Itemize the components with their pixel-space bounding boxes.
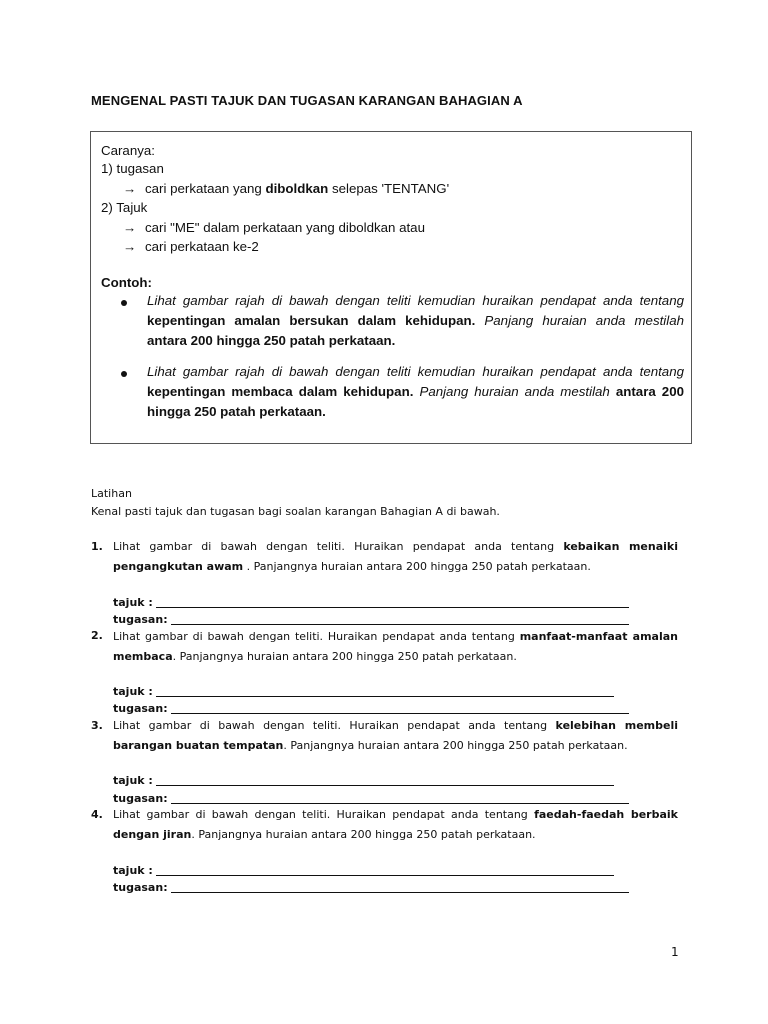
tugasan-answer-line[interactable] <box>171 792 629 804</box>
tajuk-field[interactable]: tajuk : <box>113 864 614 878</box>
page-number: 1 <box>671 945 679 959</box>
tugasan-answer-line[interactable] <box>171 613 629 625</box>
step-1-label: 1) tugasan <box>101 161 164 176</box>
question-text: Lihat gambar di bawah dengan teliti. Huraikan pendapat anda tentang kelebihan membeli barangan buatan tempatan. Panjangnya huraian antara 200 hingga 250 patah perkataan. <box>113 719 679 752</box>
tugasan-answer-line[interactable] <box>171 881 629 893</box>
tugasan-field[interactable]: tugasan: <box>113 881 629 895</box>
bullet-icon <box>121 371 127 377</box>
page-title: MENGENAL PASTI TAJUK DAN TUGASAN KARANGAN BAHAGIAN A <box>91 93 523 108</box>
tajuk-answer-line[interactable] <box>156 685 614 697</box>
tajuk-answer-line[interactable] <box>156 864 614 876</box>
question-text: Lihat gambar di bawah dengan teliti. Huraikan pendapat anda tentang faedah-faedah berbaik dengan jiran. Panjangnya huraian antara 200 hingga 250 patah perkataan. <box>113 808 678 841</box>
arrow-right-icon: → <box>123 220 137 235</box>
tugasan-answer-line[interactable] <box>171 702 629 714</box>
tugasan-field[interactable]: tugasan: <box>113 702 629 716</box>
caranya-label: Caranya: <box>101 143 155 158</box>
step-2-label: 2) Tajuk <box>101 200 148 215</box>
tugasan-field[interactable]: tugasan: <box>113 613 629 627</box>
step-2-sub-2: → cari perkataan ke-2 <box>123 237 259 257</box>
example-2: Lihat gambar rajah di bawah dengan teliti kemudian huraikan pendapat anda tentang kepentingan membaca dalam kehidupan. Panjang huraian anda mestilah antara 200 hingga 250 patah perkataan. <box>147 364 684 419</box>
question-text: Lihat gambar di bawah dengan teliti. Huraikan pendapat anda tentang kebaikan menaiki pengangkutan awam . Panjangnya huraian antara 200 hingga 250 patah perkataan. <box>113 540 678 573</box>
arrow-right-icon: → <box>123 239 137 254</box>
tajuk-answer-line[interactable] <box>156 774 614 786</box>
bullet-icon <box>121 300 127 306</box>
contoh-label: Contoh: <box>101 275 152 290</box>
tajuk-field[interactable]: tajuk : <box>113 685 614 699</box>
arrow-right-icon: → <box>123 181 137 196</box>
question-number: 2. <box>91 629 103 642</box>
tajuk-field[interactable]: tajuk : <box>113 774 614 788</box>
question-number: 1. <box>91 540 103 553</box>
tugasan-field[interactable]: tugasan: <box>113 792 629 806</box>
step-2-sub-1: → cari "ME" dalam perkataan yang diboldkan atau <box>123 218 425 238</box>
example-1: Lihat gambar rajah di bawah dengan teliti kemudian huraikan pendapat anda tentang kepentingan amalan bersukan dalam kehidupan. Panjang huraian anda mestilah antara 200 hingga 250 patah perkataan. <box>147 293 684 348</box>
question-number: 3. <box>91 719 103 732</box>
tajuk-answer-line[interactable] <box>156 596 629 608</box>
latihan-heading: Latihan <box>91 487 132 500</box>
latihan-instruction: Kenal pasti tajuk dan tugasan bagi soalan karangan Bahagian A di bawah. <box>91 505 500 518</box>
question-text: Lihat gambar di bawah dengan teliti. Huraikan pendapat anda tentang manfaat-manfaat amalan membaca. Panjangnya huraian antara 200 hingga 250 patah perkataan. <box>113 630 678 663</box>
instructions-box <box>90 131 692 444</box>
step-1-sub: → cari perkataan yang diboldkan selepas 'TENTANG' <box>123 179 449 199</box>
question-number: 4. <box>91 808 103 821</box>
tajuk-field[interactable]: tajuk : <box>113 596 629 610</box>
